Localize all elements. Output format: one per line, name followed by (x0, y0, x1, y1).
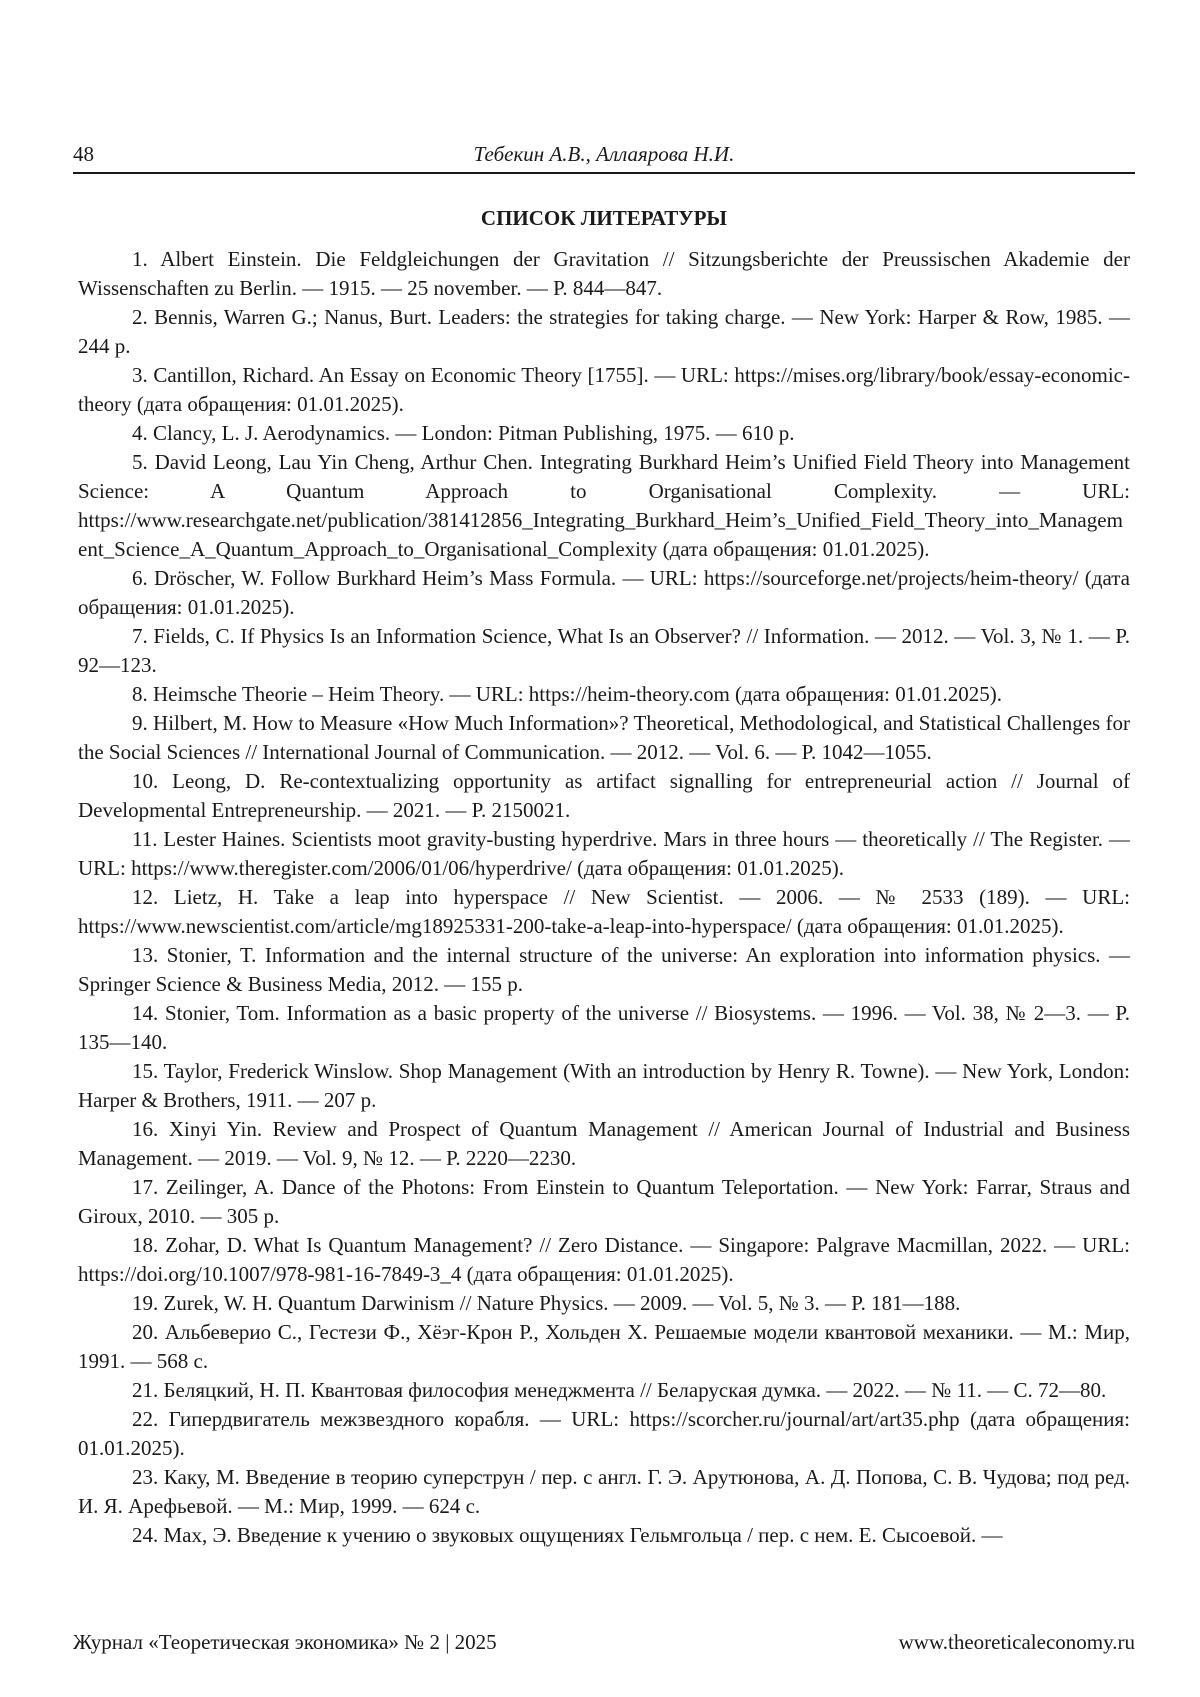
reference-item: 8. Heimsche Theorie – Heim Theory. — URL: https://heim-theory.com (дата обращения: 01.01.2025). (78, 680, 1130, 709)
reference-item: 15. Taylor, Frederick Winslow. Shop Management (With an introduction by Henry R. Towne). — New York, London: Harper & Brothers, 1911. — 207 p. (78, 1057, 1130, 1115)
page-footer (73, 1628, 1135, 1658)
reference-item: 19. Zurek, W. H. Quantum Darwinism // Nature Physics. — 2009. — Vol. 5, № 3. — P. 181—188. (78, 1289, 1130, 1318)
page-header (73, 140, 1135, 174)
reference-item: 5. David Leong, Lau Yin Cheng, Arthur Chen. Integrating Burkhard Heim’s Unified Field Theory into Management Science: A Quantum Approach to Organisational Complexity. — URL: https://www.researchgate.net/publication/381412856_Integrating_Burkhard_Heim’s_Unified_Field_Theory_into_Management_Science_A_Quantum_Approach_to_Organisational_Complexity (дата обращения: 01.01.2025). (78, 448, 1130, 564)
reference-item: 24. Мах, Э. Введение к учению о звуковых ощущениях Гельмгольца / пер. с нем. Е. Сысоевой. — (78, 1521, 1130, 1550)
reference-item: 10. Leong, D. Re-contextualizing opportunity as artifact signalling for entrepreneurial action // Journal of Developmental Entrepreneurship. — 2021. — P. 2150021. (78, 767, 1130, 825)
reference-item: 14. Stonier, Tom. Information as a basic property of the universe // Biosystems. — 1996. — Vol. 38, № 2—3. — P. 135—140. (78, 999, 1130, 1057)
reference-item: 9. Hilbert, M. How to Measure «How Much Information»? Theoretical, Methodological, and Statistical Challenges for the Social Sciences // International Journal of Communication. — 2012. — Vol. 6. — P. 1042—1055. (78, 709, 1130, 767)
reference-item: 16. Xinyi Yin. Review and Prospect of Quantum Management // American Journal of Industrial and Business Management. — 2019. — Vol. 9, № 12. — P. 2220—2230. (78, 1115, 1130, 1173)
reference-item: 22. Гипердвигатель межзвездного корабля. — URL: https://scorcher.ru/journal/art/art35.php (дата обращения: 01.01.2025). (78, 1405, 1130, 1463)
reference-item: 20. Альбеверио С., Гестези Ф., Хёэг-Крон Р., Хольден Х. Решаемые модели квантовой механики. — М.: Мир, 1991. — 568 с. (78, 1318, 1130, 1376)
reference-item: 7. Fields, C. If Physics Is an Information Science, What Is an Observer? // Information. — 2012. — Vol. 3, № 1. — P. 92—123. (78, 622, 1130, 680)
reference-item: 3. Cantillon, Richard. An Essay on Economic Theory [1755]. — URL: https://mises.org/library/book/essay-economic-theory (дата обращения: 01.01.2025). (78, 361, 1130, 419)
reference-item: 2. Bennis, Warren G.; Nanus, Burt. Leaders: the strategies for taking charge. — New York: Harper & Row, 1985. — 244 p. (78, 303, 1130, 361)
reference-item: 11. Lester Haines. Scientists moot gravity-busting hyperdrive. Mars in three hours — theoretically // The Register. — URL: https://www.theregister.com/2006/01/06/hyperdrive/ (дата обращения: 01.01.2025). (78, 825, 1130, 883)
reference-item: 17. Zeilinger, A. Dance of the Photons: From Einstein to Quantum Teleportation. — New York: Farrar, Straus and Giroux, 2010. — 305 p. (78, 1173, 1130, 1231)
reference-item: 4. Clancy, L. J. Aerodynamics. — London: Pitman Publishing, 1975. — 610 p. (78, 419, 1130, 448)
reference-item: 1. Albert Einstein. Die Feldgleichungen der Gravitation // Sitzungsberichte der Preussischen Akademie der Wissenschaften zu Berlin. — 1915. — 25 november. — P. 844—847. (78, 245, 1130, 303)
page-number: 48 (73, 140, 94, 168)
reference-item: 23. Каку, М. Введение в теорию суперструн / пер. с англ. Г. Э. Арутюнова, А. Д. Попова, С. В. Чудова; под ред. И. Я. Арефьевой. — М.: Мир, 1999. — 624 с. (78, 1463, 1130, 1521)
paper-page (0, 0, 1200, 1697)
footer-website-link[interactable]: www.theoreticaleconomy.ru (899, 1628, 1135, 1656)
reference-item: 12. Lietz, H. Take a leap into hyperspace // New Scientist. — 2006. — № 2533 (189). — URL: https://www.newscientist.com/article/mg18925331-200-take-a-leap-into-hyperspace/ (дата обращения: 01.01.2025). (78, 883, 1130, 941)
references-list (78, 245, 1130, 1550)
reference-item: 18. Zohar, D. What Is Quantum Management? // Zero Distance. — Singapore: Palgrave Macmillan, 2022. — URL: https://doi.org/10.1007/978-981-16-7849-3_4 (дата обращения: 01.01.2025). (78, 1231, 1130, 1289)
reference-item: 6. Dröscher, W. Follow Burkhard Heim’s Mass Formula. — URL: https://sourceforge.net/projects/heim-theory/ (дата обращения: 01.01.2025). (78, 564, 1130, 622)
reference-item: 13. Stonier, T. Information and the internal structure of the universe: An exploration into information physics. — Springer Science & Business Media, 2012. — 155 p. (78, 941, 1130, 999)
references-title: СПИСОК ЛИТЕРАТУРЫ (73, 204, 1135, 232)
footer-journal: Журнал «Теоретическая экономика» № 2 | 2025 (73, 1628, 497, 1656)
running-head-authors: Тебекин А.В., Аллаярова Н.И. (73, 140, 1135, 168)
reference-item: 21. Беляцкий, Н. П. Квантовая философия менеджмента // Беларуская думка. — 2022. — № 11. — С. 72—80. (78, 1376, 1130, 1405)
